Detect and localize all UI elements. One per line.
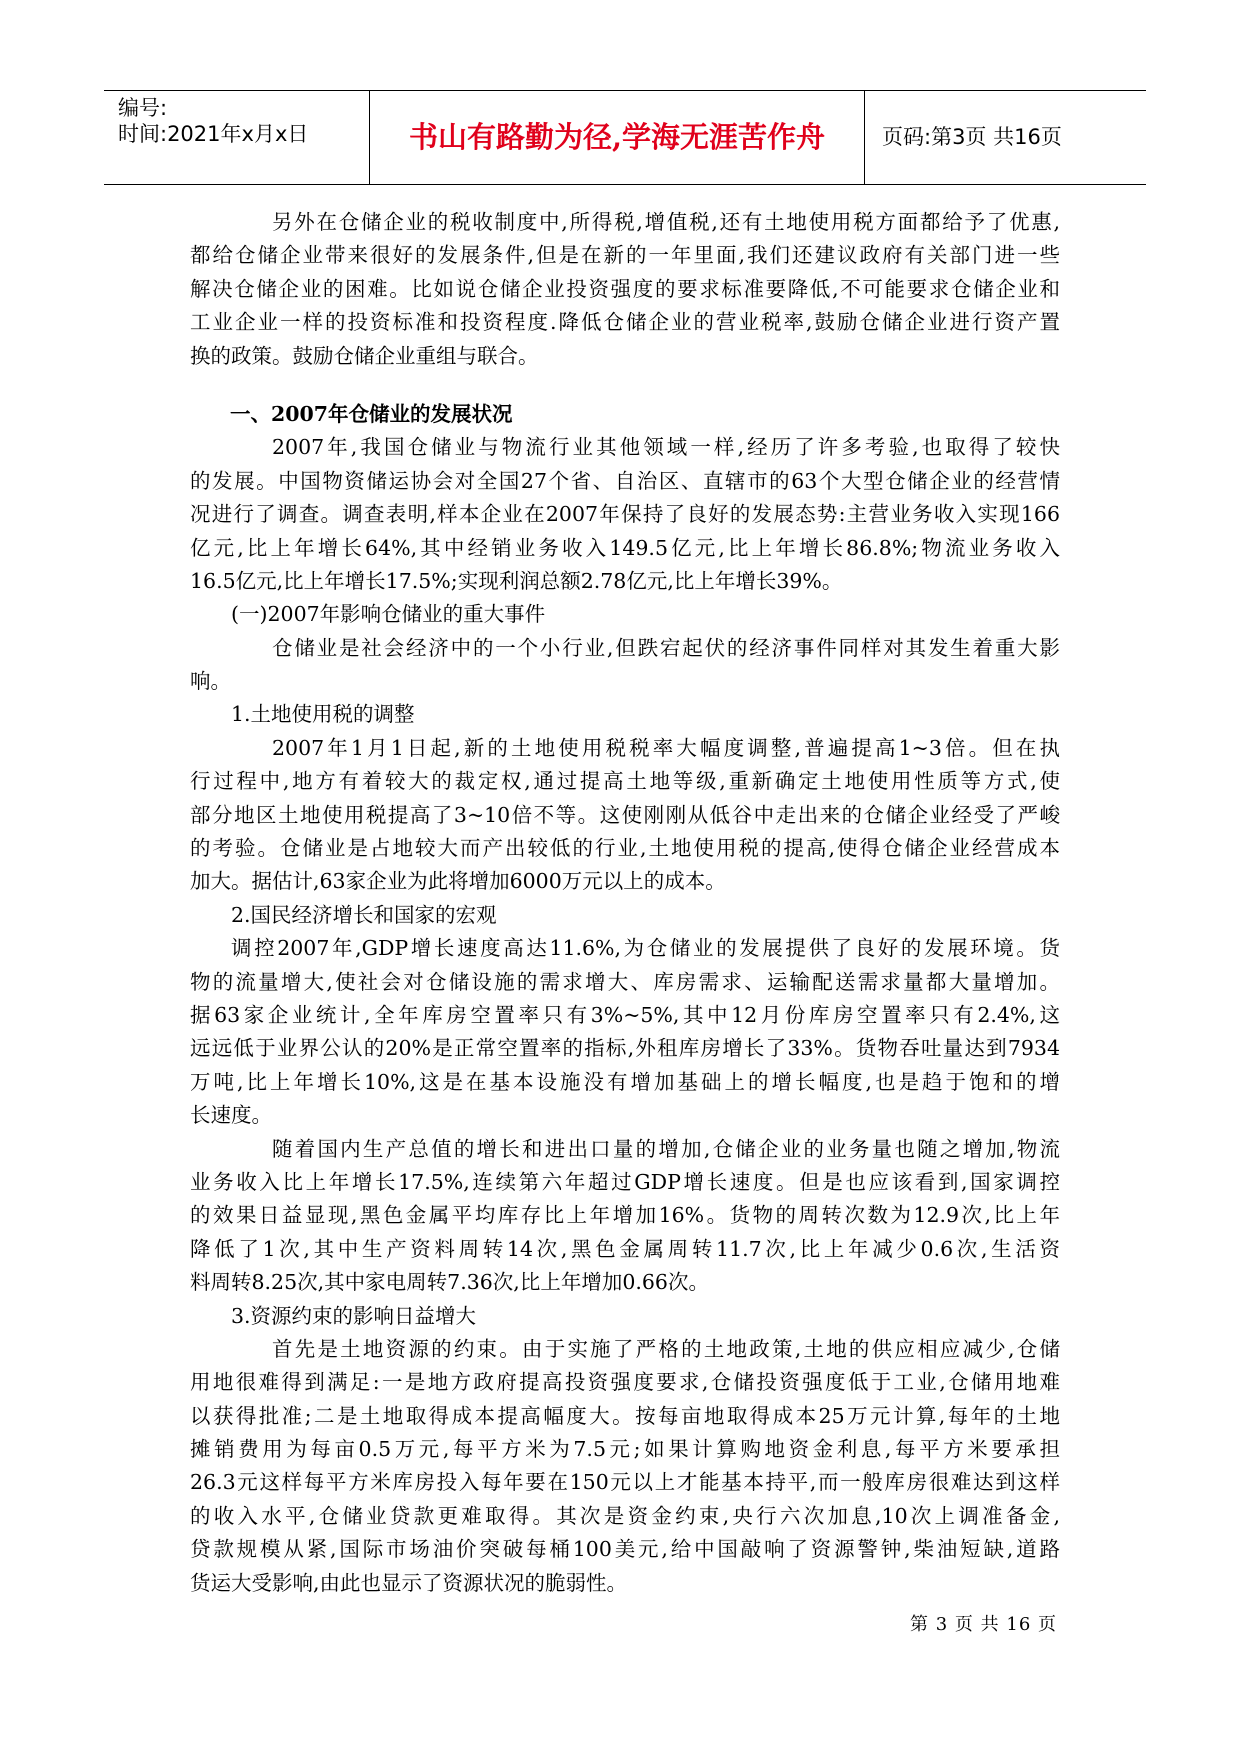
paragraph-2007-overview bbox=[190, 431, 1060, 598]
text-line: 仓储业是社会经济中的一个小行业,但跌宕起伏的经济事件同样对其发生着重大影 bbox=[272, 635, 1060, 660]
paragraph-tax-policy bbox=[190, 206, 1060, 373]
text-line: 部分地区土地使用税提高了3~10倍不等。这使刚刚从低谷中走出来的仓储企业经受了严峻 bbox=[190, 802, 1060, 827]
text-line: 另外在仓储企业的税收制度中,所得税,增值税,还有土地使用税方面都给予了优惠, bbox=[272, 210, 1060, 234]
item-heading: 2.国民经济增长和国家的宏观 bbox=[231, 902, 497, 927]
text-line: 的效果日益显现,黑色金属平均库存比上年增加16%。货物的周转次数为12.9次,比上年 bbox=[190, 1203, 1060, 1228]
text-line: 换的政策。鼓励仓储企业重组与联合。 bbox=[190, 343, 539, 368]
document-time-label: 时间:2021年x月x日 bbox=[118, 122, 309, 146]
text-line: 调控2007年,GDP增长速度高达11.6%,为仓储业的发展提供了良好的发展环境。货 bbox=[231, 936, 1060, 961]
text-line: 摊销费用为每亩0.5万元,每平方米为7.5元;如果计算购地资金利息,每平方米要承担 bbox=[190, 1437, 1060, 1462]
header-page-cell bbox=[866, 91, 1146, 184]
header-page-label: 页码:第3页 共16页 bbox=[882, 125, 1062, 149]
text-line: 况进行了调查。调查表明,样本企业在2007年保持了良好的发展态势:主营业务收入实现166 bbox=[190, 502, 1060, 527]
header-info-cell bbox=[104, 91, 370, 184]
item-heading: 1.土地使用税的调整 bbox=[231, 702, 415, 727]
text-line: 降低了1次,其中生产资料周转14次,黑色金属周转11.7次,比上年减少0.6次,生活资 bbox=[190, 1236, 1060, 1261]
text-line: 26.3元这样每平方米库房投入每年要在150元以上才能基本持平,而一般库房很难达到这样 bbox=[190, 1470, 1060, 1495]
paragraph-land-tax bbox=[190, 732, 1060, 899]
text-line: 长速度。 bbox=[190, 1103, 272, 1128]
paragraph-business-volume bbox=[190, 1133, 1060, 1300]
text-line: 料周转8.25次,其中家电周转7.36次,比上年增加0.66次。 bbox=[190, 1270, 709, 1295]
text-line: 16.5亿元,比上年增长17.5%;实现利润总额2.78亿元,比上年增长39%。 bbox=[190, 568, 843, 593]
document-header bbox=[104, 90, 1146, 185]
text-line: 的考验。仓储业是占地较大而产出较低的行业,土地使用税的提高,使得仓储企业经营成本 bbox=[190, 836, 1060, 861]
text-line: 远远低于业界公认的20%是正常空置率的指标,外租库房增长了33%。货物吞吐量达到7934 bbox=[190, 1036, 1060, 1061]
text-line: 以获得批准;二是土地取得成本提高幅度大。按每亩地取得成本25万元计算,每年的土地 bbox=[190, 1403, 1060, 1428]
text-line: 都给仓储企业带来很好的发展条件,但是在新的一年里面,我们还建议政府有关部门进一些 bbox=[190, 243, 1060, 268]
text-line: 响。 bbox=[190, 669, 231, 694]
text-line: 用地很难得到满足:一是地方政府提高投资强度要求,仓储投资强度低于工业,仓储用地难 bbox=[190, 1370, 1060, 1395]
text-line: 据63家企业统计,全年库房空置率只有3%~5%,其中12月份库房空置率只有2.4%,这 bbox=[190, 1002, 1060, 1027]
text-line: 亿元,比上年增长64%,其中经销业务收入149.5亿元,比上年增长86.8%;物流业务收入 bbox=[190, 535, 1060, 560]
paragraph-major-events bbox=[190, 632, 1060, 699]
text-line: 业务收入比上年增长17.5%,连续第六年超过GDP增长速度。但是也应该看到,国家调控 bbox=[190, 1169, 1060, 1194]
paragraph-economic-growth bbox=[190, 932, 1060, 1132]
section-heading: 一、2007年仓储业的发展状况 bbox=[230, 401, 513, 426]
item-heading: 3.资源约束的影响日益增大 bbox=[231, 1303, 477, 1328]
text-line: 万吨,比上年增长10%,这是在基本设施没有增加基础上的增长幅度,也是趋于饱和的增 bbox=[190, 1069, 1060, 1094]
document-body bbox=[190, 206, 1060, 1600]
text-line: 贷款规模从紧,国际市场油价突破每桶100美元,给中国敲响了资源警钟,柴油短缺,道路 bbox=[190, 1537, 1060, 1562]
paragraph-resource-constraints bbox=[190, 1333, 1060, 1600]
text-line: 2007年,我国仓储业与物流行业其他领域一样,经历了许多考验,也取得了较快 bbox=[272, 435, 1060, 460]
text-line: 的收入水平,仓储业贷款更难取得。其次是资金约束,央行六次加息,10次上调准备金, bbox=[190, 1503, 1060, 1528]
text-line: 物的流量增大,使社会对仓储设施的需求增大、库房需求、运输配送需求量都大量增加。 bbox=[190, 969, 1060, 994]
text-line: 的发展。中国物资储运协会对全国27个省、自治区、直辖市的63个大型仓储企业的经营情 bbox=[190, 468, 1060, 493]
text-line: 货运大受影响,由此也显示了资源状况的脆弱性。 bbox=[190, 1570, 628, 1595]
subsection-heading: (一)2007年影响仓储业的重大事件 bbox=[231, 602, 546, 627]
text-line: 工业企业一样的投资标准和投资程度.降低仓储企业的营业税率,鼓励仓储企业进行资产置 bbox=[190, 310, 1060, 335]
text-line: 2007年1月1日起,新的土地使用税税率大幅度调整,普遍提高1~3倍。但在执 bbox=[272, 735, 1060, 760]
header-motto-cell bbox=[370, 91, 865, 184]
header-motto: 书山有路勤为径,学海无涯苦作舟 bbox=[408, 120, 826, 154]
text-line: 首先是土地资源的约束。由于实施了严格的土地政策,土地的供应相应减少,仓储 bbox=[272, 1336, 1060, 1361]
document-number-label: 编号: bbox=[118, 96, 168, 120]
text-line: 行过程中,地方有着较大的裁定权,通过提高土地等级,重新确定土地使用性质等方式,使 bbox=[190, 769, 1060, 794]
page-footer: 第 3 页 共 16 页 bbox=[910, 1614, 1057, 1635]
text-line: 加大。据估计,63家企业为此将增加6000万元以上的成本。 bbox=[190, 869, 726, 894]
text-line: 解决仓储企业的困难。比如说仓储企业投资强度的要求标准要降低,不可能要求仓储企业和 bbox=[190, 276, 1060, 301]
text-line: 随着国内生产总值的增长和进出口量的增加,仓储企业的业务量也随之增加,物流 bbox=[272, 1136, 1060, 1161]
